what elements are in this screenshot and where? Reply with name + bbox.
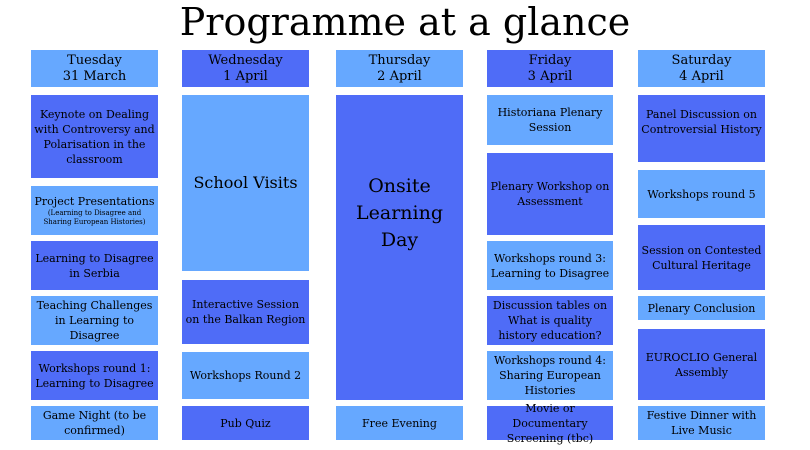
session-school-visits: School Visits xyxy=(182,95,309,271)
session-pub-quiz: Pub Quiz xyxy=(182,406,309,440)
header-saturday xyxy=(638,50,765,87)
session-onsite-learning-day: Onsite Learning Day xyxy=(336,95,463,400)
day-name: Wednesday xyxy=(208,52,283,68)
day-name: Tuesday xyxy=(67,52,122,68)
session-historiana: Historiana Plenary Session xyxy=(487,95,613,145)
page-title: Programme at a glance xyxy=(179,0,631,44)
session-game-night: Game Night (to be confirmed) xyxy=(31,406,158,440)
session-discussion-tables: Discussion tables on What is quality history education? xyxy=(487,296,613,345)
header-wednesday xyxy=(182,50,309,87)
header-friday xyxy=(487,50,613,87)
session-contested-heritage: Session on Contested Cultural Heritage xyxy=(638,225,765,290)
day-date: 4 April xyxy=(679,68,724,84)
day-date: 3 April xyxy=(527,68,573,84)
day-date: 2 April xyxy=(377,68,422,84)
session-keynote: Keynote on Dealing with Controversy and Polarisation in the classroom xyxy=(31,95,158,178)
session-plenary-assessment: Plenary Workshop on Assessment xyxy=(487,153,613,235)
session-label: Project Presentations xyxy=(34,195,155,208)
session-free-evening: Free Evening xyxy=(336,406,463,440)
day-name: Friday xyxy=(528,52,572,68)
session-teaching-challenges: Teaching Challenges in Learning to Disagree xyxy=(31,296,158,345)
session-workshops-round-3: Workshops round 3: Learning to Disagree xyxy=(487,241,613,290)
session-movie-screening: Movie or Documentary Screening (tbc) xyxy=(487,406,613,440)
session-plenary-conclusion: Plenary Conclusion xyxy=(638,296,765,320)
session-workshops-round-2: Workshops Round 2 xyxy=(182,352,309,399)
session-workshops-round-4: Workshops round 4: Sharing European Histories xyxy=(487,351,613,400)
session-disagree-serbia: Learning to Disagree in Serbia xyxy=(31,241,158,290)
session-workshops-round-1: Workshops round 1: Learning to Disagree xyxy=(31,351,158,400)
header-tuesday xyxy=(31,50,158,87)
day-name: Saturday xyxy=(671,52,732,68)
day-date: 1 April xyxy=(223,68,268,84)
session-project-presentations xyxy=(31,186,158,235)
day-date: 31 March xyxy=(62,68,127,84)
header-thursday xyxy=(336,50,463,87)
session-balkan-region: Interactive Session on the Balkan Region xyxy=(182,280,309,344)
session-workshops-round-5: Workshops round 5 xyxy=(638,170,765,218)
day-name: Thursday xyxy=(368,52,431,68)
session-festive-dinner: Festive Dinner with Live Music xyxy=(638,406,765,440)
session-general-assembly: EUROCLIO General Assembly xyxy=(638,329,765,400)
session-sublabel: (Learning to Disagree and Sharing European Histories) xyxy=(43,209,146,226)
session-panel-discussion: Panel Discussion on Controversial History xyxy=(638,95,765,162)
